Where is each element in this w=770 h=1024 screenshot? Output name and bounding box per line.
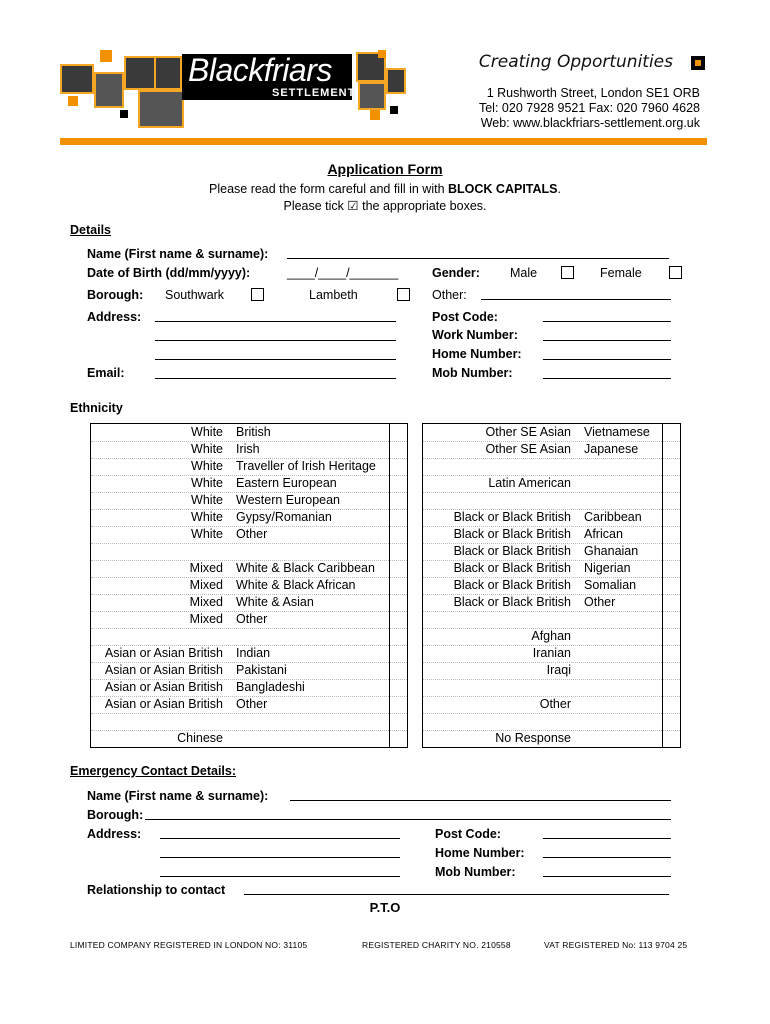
eth-left-subcategory: Western European (236, 493, 340, 507)
gender-label: Gender: (432, 266, 480, 280)
pto-label: P.T.O (369, 900, 401, 915)
emergency-mob-label: Mob Number: (435, 865, 516, 879)
emergency-postcode-label: Post Code: (435, 827, 501, 841)
eth-right-subcategory: Japanese (584, 442, 639, 456)
eth-left-subcategory: White & Black African (236, 578, 356, 592)
eth-left-category: Chinese (177, 731, 223, 745)
website: Web: www.blackfriars-settlement.org.uk (480, 116, 700, 130)
eth-left-subcategory: Pakistani (236, 663, 287, 677)
emergency-heading: Emergency Contact Details: (70, 764, 237, 778)
form-instructions-1: Please read the form careful and fill in with BLOCK CAPITALS. (209, 182, 561, 196)
checkbox-tick-icon: ☑ (347, 199, 359, 213)
dob-label: Date of Birth (dd/mm/yyyy): (87, 266, 251, 280)
logo-square (370, 110, 380, 120)
eth-left-checkbox[interactable] (390, 645, 407, 662)
relationship-label: Relationship to contact (87, 883, 226, 897)
tagline-square-icon (691, 56, 705, 70)
eth-right-checkbox[interactable] (663, 696, 680, 713)
table-row-divider (91, 628, 407, 629)
eth-left-checkbox[interactable] (390, 696, 407, 713)
eth-right-category: Other SE Asian (485, 442, 571, 456)
eth-left-category: Mixed (189, 561, 223, 575)
ethnicity-heading: Ethnicity (70, 401, 123, 415)
eth-left-checkbox[interactable] (390, 679, 407, 696)
address-line-3[interactable] (155, 359, 396, 360)
eth-left-subcategory: White & Black Caribbean (236, 561, 375, 575)
eth-right-category: Other SE Asian (485, 425, 571, 439)
logo-photo (94, 72, 124, 108)
eth-right-checkbox[interactable] (663, 577, 680, 594)
eth-left-checkbox[interactable] (390, 577, 407, 594)
email-field[interactable] (155, 378, 396, 379)
work-number-field[interactable] (543, 340, 671, 341)
header-divider (60, 138, 707, 145)
details-heading: Details (70, 223, 111, 237)
borough-lambeth-label: Lambeth (309, 288, 358, 302)
eth-right-category: Black or Black British (453, 527, 571, 541)
phone-fax: Tel: 020 7928 9521 Fax: 020 7960 4628 (478, 101, 700, 115)
eth-left-category: Mixed (189, 578, 223, 592)
address-line-1[interactable] (155, 321, 396, 322)
emergency-address-label: Address: (87, 827, 142, 841)
eth-left-category: Mixed (189, 595, 223, 609)
eth-right-subcategory: Vietnamese (584, 425, 650, 439)
form-title: Application Form (327, 161, 443, 177)
eth-left-subcategory: British (236, 425, 271, 439)
eth-left-category: White (191, 425, 223, 439)
email-label: Email: (87, 366, 125, 380)
table-row-divider (91, 543, 407, 544)
eth-right-category: Iraqi (546, 663, 571, 677)
logo-photo (154, 56, 182, 90)
eth-right-subcategory: Other (584, 595, 616, 609)
eth-left-subcategory: Indian (236, 646, 271, 660)
eth-left-checkbox[interactable] (390, 424, 407, 441)
eth-right-category: Iranian (532, 646, 571, 660)
borough-lambeth-checkbox[interactable] (397, 288, 410, 301)
emergency-address-line-2[interactable] (160, 857, 400, 858)
eth-right-subcategory: African (584, 527, 623, 541)
brand-subtitle: SETTLEMENT (272, 87, 356, 99)
relationship-field[interactable] (244, 894, 669, 895)
emergency-name-label: Name (First name & surname): (87, 789, 269, 803)
eth-right-category: Black or Black British (453, 561, 571, 575)
eth-left-subcategory: Other (236, 697, 268, 711)
logo-photo (386, 68, 406, 94)
emergency-borough-label: Borough: (87, 808, 144, 822)
eth-right-subcategory: Ghanaian (584, 544, 639, 558)
eth-right-category: Black or Black British (453, 510, 571, 524)
eth-right-category: Latin American (488, 476, 571, 490)
postcode-field[interactable] (543, 321, 671, 322)
eth-right-checkbox[interactable] (663, 730, 680, 747)
table-row-divider (423, 611, 680, 612)
logo-square (390, 106, 398, 114)
form-instructions-2: Please tick ☑ the appropriate boxes. (283, 199, 487, 213)
eth-right-subcategory: Nigerian (584, 561, 631, 575)
mob-number-field[interactable] (543, 378, 671, 379)
emergency-mob-field[interactable] (543, 876, 671, 877)
eth-right-category: Black or Black British (453, 595, 571, 609)
emergency-postcode-field[interactable] (543, 838, 671, 839)
logo-square (378, 50, 386, 58)
emergency-address-line-1[interactable] (160, 838, 400, 839)
eth-left-category: White (191, 527, 223, 541)
logo-photo (124, 56, 156, 90)
logo-square (68, 96, 78, 106)
eth-left-checkbox[interactable] (390, 560, 407, 577)
eth-right-checkbox[interactable] (663, 560, 680, 577)
eth-left-checkbox[interactable] (390, 492, 407, 509)
eth-left-subcategory: Other (236, 612, 268, 626)
eth-left-checkbox[interactable] (390, 730, 407, 747)
eth-right-checkbox[interactable] (663, 424, 680, 441)
eth-right-checkbox[interactable] (663, 543, 680, 560)
table-row-divider (91, 713, 407, 714)
eth-right-category: Other (539, 697, 571, 711)
emergency-home-label: Home Number: (435, 846, 525, 860)
eth-left-checkbox[interactable] (390, 526, 407, 543)
eth-right-checkbox[interactable] (663, 662, 680, 679)
gender-male-checkbox[interactable] (561, 266, 574, 279)
eth-left-checkbox[interactable] (390, 662, 407, 679)
eth-right-checkbox[interactable] (663, 475, 680, 492)
eth-left-checkbox[interactable] (390, 509, 407, 526)
tagline: Creating Opportunities (478, 52, 673, 72)
footer-vat-number: VAT REGISTERED No: 113 9704 25 (544, 940, 688, 950)
eth-left-checkbox[interactable] (390, 611, 407, 628)
blackfriars-logo (60, 50, 405, 125)
mob-number-label: Mob Number: (432, 366, 513, 380)
borough-other-label: Other: (432, 288, 467, 302)
eth-left-category: White (191, 476, 223, 490)
eth-left-category: Asian or Asian British (104, 697, 223, 711)
eth-left-category: White (191, 493, 223, 507)
eth-right-category: Black or Black British (453, 578, 571, 592)
ethnicity-table-left (90, 423, 408, 748)
eth-left-subcategory: Bangladeshi (236, 680, 305, 694)
address-label: Address: (87, 310, 142, 324)
eth-right-subcategory: Somalian (584, 578, 637, 592)
eth-left-checkbox[interactable] (390, 441, 407, 458)
name-label: Name (First name & surname): (87, 247, 269, 261)
ethnicity-table-right (422, 423, 681, 748)
address-line-2[interactable] (155, 340, 396, 341)
emergency-borough-field[interactable] (145, 819, 671, 820)
eth-right-subcategory: Caribbean (584, 510, 642, 524)
logo-photo (358, 82, 386, 110)
eth-left-subcategory: Traveller of Irish Heritage (236, 459, 376, 473)
gender-female-label: Female (600, 266, 642, 280)
eth-right-checkbox[interactable] (663, 594, 680, 611)
eth-left-category: Asian or Asian British (104, 680, 223, 694)
table-row-divider (423, 458, 680, 459)
emergency-address-line-3[interactable] (160, 876, 400, 877)
table-row-divider (423, 679, 680, 680)
borough-southwark-label: Southwark (165, 288, 225, 302)
eth-right-checkbox[interactable] (663, 509, 680, 526)
eth-left-category: Mixed (189, 612, 223, 626)
eth-left-subcategory: Gypsy/Romanian (236, 510, 332, 524)
gender-male-label: Male (510, 266, 538, 280)
footer-company-number: LIMITED COMPANY REGISTERED IN LONDON NO: 31105 (70, 940, 308, 950)
borough-southwark-checkbox[interactable] (251, 288, 264, 301)
logo-photo (60, 64, 94, 94)
eth-left-checkbox[interactable] (390, 458, 407, 475)
eth-left-checkbox[interactable] (390, 475, 407, 492)
eth-right-category: Afghan (531, 629, 571, 643)
emergency-home-field[interactable] (543, 857, 671, 858)
logo-square (100, 50, 112, 62)
home-number-label: Home Number: (432, 347, 522, 361)
table-row-divider (423, 713, 680, 714)
eth-right-checkbox[interactable] (663, 645, 680, 662)
eth-left-category: White (191, 442, 223, 456)
eth-right-checkbox[interactable] (663, 526, 680, 543)
eth-left-subcategory: White & Asian (236, 595, 314, 609)
eth-right-checkbox[interactable] (663, 441, 680, 458)
eth-left-category: White (191, 510, 223, 524)
eth-left-category: Asian or Asian British (104, 663, 223, 677)
eth-right-category: No Response (495, 731, 571, 745)
brand-name: Blackfriars (188, 52, 332, 88)
eth-right-category: Black or Black British (453, 544, 571, 558)
postcode-label: Post Code: (432, 310, 498, 324)
eth-right-checkbox[interactable] (663, 628, 680, 645)
street-address: 1 Rushworth Street, London SE1 ORB (486, 86, 700, 100)
eth-left-subcategory: Irish (236, 442, 260, 456)
footer-charity-number: REGISTERED CHARITY NO. 210558 (362, 940, 511, 950)
eth-left-checkbox[interactable] (390, 594, 407, 611)
table-row-divider (423, 492, 680, 493)
eth-left-subcategory: Eastern European (236, 476, 337, 490)
eth-left-category: White (191, 459, 223, 473)
eth-left-category: Asian or Asian British (104, 646, 223, 660)
work-number-label: Work Number: (432, 328, 518, 342)
borough-label: Borough: (87, 288, 144, 302)
dob-field[interactable]: ____/____/_______ (287, 266, 399, 280)
emergency-name-field[interactable] (290, 800, 671, 801)
eth-left-subcategory: Other (236, 527, 268, 541)
gender-female-checkbox[interactable] (669, 266, 682, 279)
name-field[interactable] (287, 258, 669, 259)
borough-other-field[interactable] (481, 299, 671, 300)
logo-photo (138, 90, 184, 128)
logo-square (120, 110, 128, 118)
home-number-field[interactable] (543, 359, 671, 360)
